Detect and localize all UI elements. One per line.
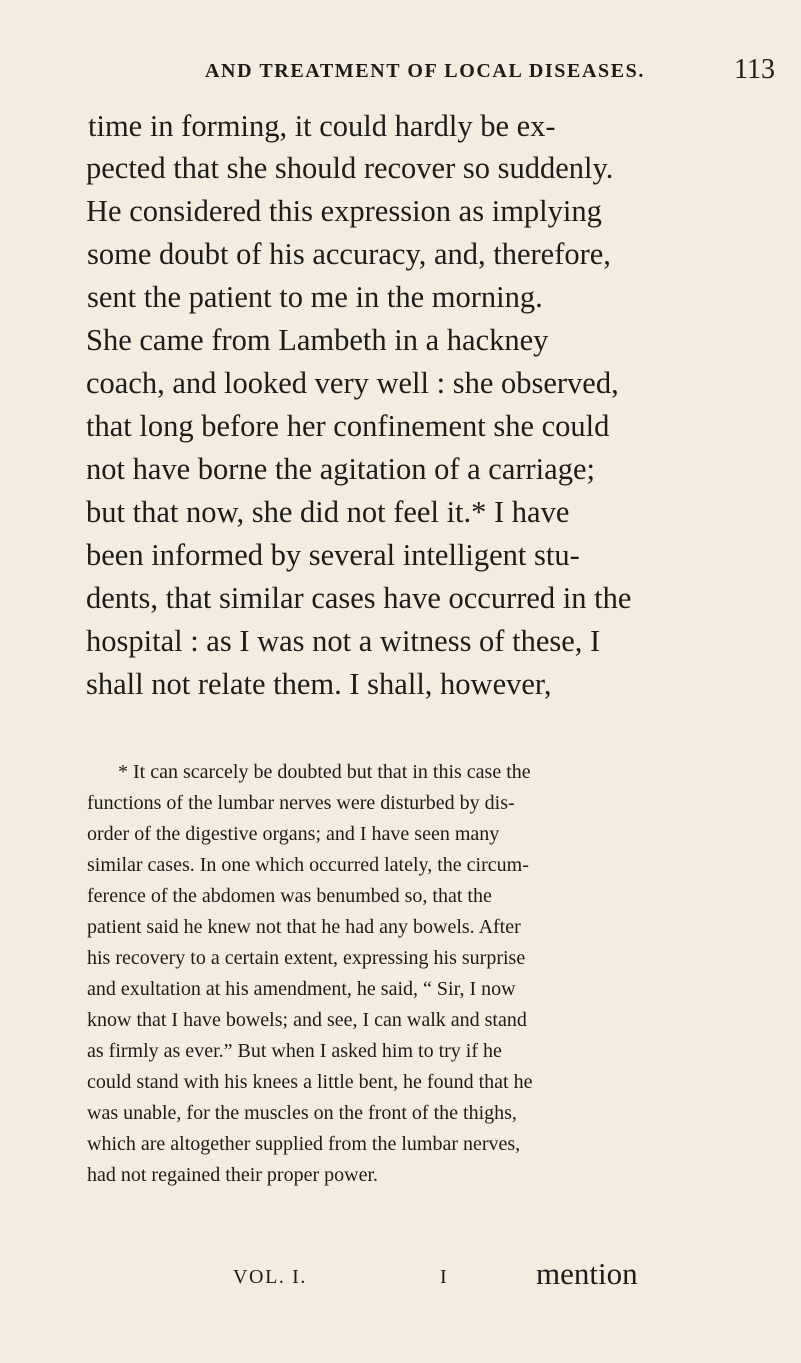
- body-line: time in forming, it could hardly be ex-: [88, 109, 556, 143]
- body-line: sent the patient to me in the morning.: [87, 280, 543, 314]
- body-line: been informed by several intelligent stu-: [86, 538, 580, 572]
- body-line: not have borne the agitation of a carriage;: [86, 452, 595, 486]
- body-line: but that now, she did not feel it.* I have: [86, 495, 570, 529]
- body-line: that long before her confinement she could: [86, 409, 610, 443]
- footnote-line: his recovery to a certain extent, expressing his surprise: [87, 947, 526, 969]
- body-line: He considered this expression as implying: [86, 194, 602, 228]
- signature-line: [0, 1256, 801, 1294]
- footnote-line: functions of the lumbar nerves were disturbed by dis-: [87, 792, 515, 814]
- body-line: dents, that similar cases have occurred in the: [86, 581, 632, 615]
- footnote-line: know that I have bowels; and see, I can walk and stand: [87, 1009, 527, 1031]
- body-line: She came from Lambeth in a hackney: [86, 323, 549, 357]
- footnote-line: * It can scarcely be doubted but that in this case the: [118, 761, 531, 783]
- running-head: [0, 54, 801, 90]
- page-number: 113: [734, 54, 775, 85]
- body-line: some doubt of his accuracy, and, therefore,: [87, 237, 611, 271]
- running-title: AND TREATMENT OF LOCAL DISEASES.: [205, 60, 645, 82]
- body-line: hospital : as I was not a witness of these, I: [86, 624, 601, 658]
- footnote-line: order of the digestive organs; and I have seen many: [87, 823, 500, 845]
- footnote-line: and exultation at his amendment, he said, “ Sir, I now: [87, 978, 516, 1000]
- body-line: coach, and looked very well : she observed,: [86, 366, 619, 400]
- footnote-line: patient said he knew not that he had any bowels. After: [87, 916, 521, 938]
- footnote-line: had not regained their proper power.: [87, 1164, 379, 1186]
- footnote-line: ference of the abdomen was benumbed so, that the: [87, 885, 492, 907]
- volume-mark: VOL. I.: [233, 1266, 307, 1288]
- footnote-line: as firmly as ever.” But when I asked him to try if he: [87, 1040, 502, 1062]
- footnote-line: similar cases. In one which occurred lately, the circum-: [87, 854, 529, 876]
- footnote-line: was unable, for the muscles on the front of the thighs,: [87, 1102, 517, 1124]
- catchword: mention: [536, 1256, 638, 1291]
- body-line: shall not relate them. I shall, however,: [86, 667, 552, 701]
- footnote-line: could stand with his knees a little bent, he found that he: [87, 1071, 533, 1093]
- body-line: pected that she should recover so suddenly.: [86, 151, 614, 185]
- signature-mark: I: [440, 1266, 447, 1288]
- footnote-line: which are altogether supplied from the lumbar nerves,: [87, 1133, 521, 1155]
